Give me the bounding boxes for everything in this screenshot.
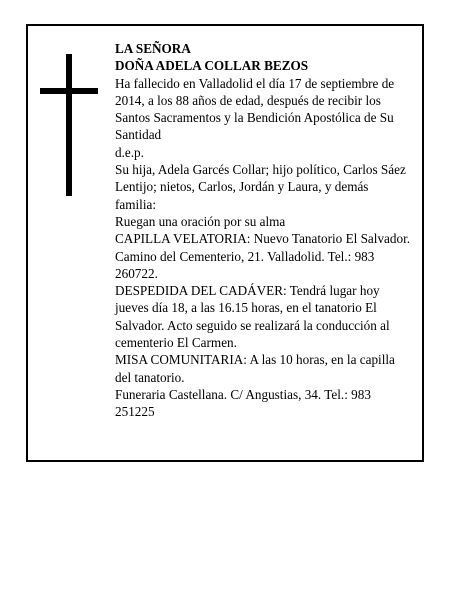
funeral-home-info: Funeraria Castellana. C/ Angustias, 34. Tel.: 983 251225 [115, 386, 371, 420]
cross-vertical-bar [66, 54, 72, 196]
cross-icon [40, 54, 98, 196]
rip-text: d.e.p. [115, 144, 144, 160]
wake-info: CAPILLA VELATORIA: Nuevo Tanatorio El Salvador. Camino del Cementerio, 21. Valladolid. Tel.: 983 260722. [115, 231, 411, 281]
prayer-request: Ruegan una oración por su alma [115, 213, 286, 229]
obituary-notice [26, 24, 424, 462]
cross-horizontal-bar [40, 88, 98, 94]
death-announcement: Ha fallecido en Valladolid el día 17 de septiembre de 2014, a los 88 años de edad, después de recibir los Santos Sacramentos y la Bendición Apostólica de Su Santidad [115, 75, 395, 143]
notice-text-block [115, 40, 411, 421]
deceased-name: DOÑA ADELA COLLAR BEZOS [115, 58, 309, 74]
mass-info: MISA COMUNITARIA: A las 10 horas, en la capilla del tanatorio. [115, 352, 395, 385]
family-list: Su hija, Adela Garcés Collar; hijo político, Carlos Sáez Lentijo; nietos, Carlos, Jordán y Laura, y demás familia: [115, 162, 406, 212]
farewell-info: DESPEDIDA DEL CADÁVER: Tendrá lugar hoy jueves día 18, a las 16.15 horas, en el tanatorio El Salvador. Acto seguido se realizará la conducción al cementerio El Carmen. [115, 283, 390, 351]
heading-title: LA SEÑORA [115, 41, 191, 56]
